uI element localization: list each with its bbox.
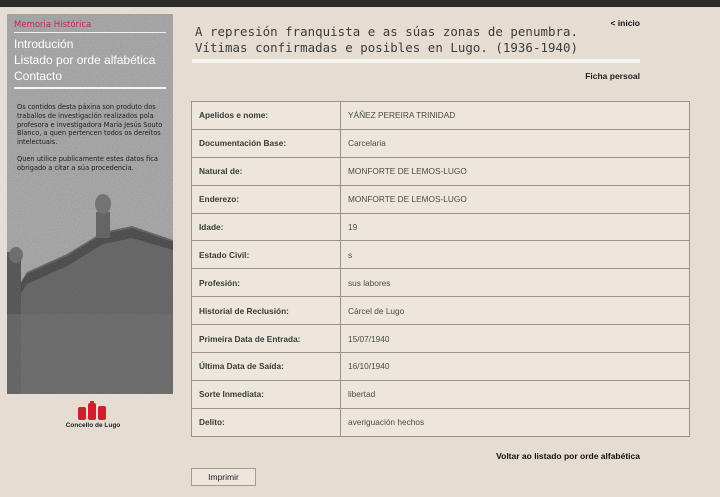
field-label: Primeira Data de Entrada: (192, 325, 341, 353)
table-row (192, 129, 690, 157)
home-link[interactable]: < inicio (610, 18, 640, 28)
title-divider (192, 59, 640, 63)
field-value: Carcelaria (341, 129, 690, 157)
page-title (195, 24, 615, 56)
field-label: Última Data de Saída: (192, 353, 341, 381)
field-value: sus labores (341, 269, 690, 297)
field-value: 15/07/1940 (341, 325, 690, 353)
table-row (192, 269, 690, 297)
field-value: 16/10/1940 (341, 353, 690, 381)
nav-divider (14, 87, 166, 89)
sidebar (7, 14, 173, 394)
copyright-notice: Os contidos desta páxina son produto dos traballos de investigación realizados pola profesora e investigadora María Jesús Souto Blanco, a quen pertencen todos os dereitos intelectuais. (17, 103, 163, 147)
table-row (192, 213, 690, 241)
back-to-list-link[interactable]: Voltar ao listado por orde alfabética (496, 451, 640, 461)
field-label: Profesión: (192, 269, 341, 297)
sidebar-notice (17, 103, 167, 181)
citation-notice: Quen utilice publicamente estes datos fica obrigado a citar a súa procedencia. (17, 154, 158, 172)
field-value: Cárcel de Lugo (341, 297, 690, 325)
field-value: YÁÑEZ PEREIRA TRINIDAD (341, 102, 690, 130)
field-label: Delito: (192, 408, 341, 436)
field-label: Apelidos e nome: (192, 102, 341, 130)
field-value: MONFORTE DE LEMOS-LUGO (341, 157, 690, 185)
table-row (192, 325, 690, 353)
table-row (192, 408, 690, 436)
field-label: Enderezo: (192, 185, 341, 213)
record-table-body (192, 102, 690, 437)
nav-listado-alfabetico[interactable]: Listado por orde alfabética (14, 53, 156, 67)
print-button[interactable]: Imprimir (191, 468, 256, 486)
field-label: Documentación Base: (192, 129, 341, 157)
concello-logo-icon (78, 401, 108, 421)
table-row (192, 380, 690, 408)
top-bar (0, 0, 720, 7)
nav-introducion[interactable]: Introdución (14, 37, 74, 51)
field-label: Natural de: (192, 157, 341, 185)
field-label: Idade: (192, 213, 341, 241)
field-value: 19 (341, 213, 690, 241)
field-value: s (341, 241, 690, 269)
concello-logo[interactable] (60, 400, 126, 434)
table-row (192, 185, 690, 213)
field-label: Estado Civil: (192, 241, 341, 269)
record-table (191, 101, 690, 437)
field-label: Sorte Inmediata: (192, 380, 341, 408)
field-value: libertad (341, 380, 690, 408)
site-brand: Memoria Histórica (14, 20, 166, 33)
page-title-line-1: A represión franquista e as súas zonas de penumbra. (195, 24, 578, 39)
field-value: MONFORTE DE LEMOS-LUGO (341, 185, 690, 213)
section-label: Ficha persoal (585, 71, 640, 81)
table-row (192, 353, 690, 381)
field-label: Historial de Reclusión: (192, 297, 341, 325)
field-value: averiguación hechos (341, 408, 690, 436)
table-row (192, 297, 690, 325)
nav-contacto[interactable]: Contacto (14, 69, 63, 83)
sidebar-nav (14, 20, 166, 89)
page-title-line-2: Vítimas confirmadas e posibles en Lugo. (1936-1940) (195, 40, 578, 55)
table-row (192, 157, 690, 185)
table-row (192, 241, 690, 269)
table-row (192, 102, 690, 130)
concello-logo-caption: Concello de Lugo (65, 422, 121, 429)
